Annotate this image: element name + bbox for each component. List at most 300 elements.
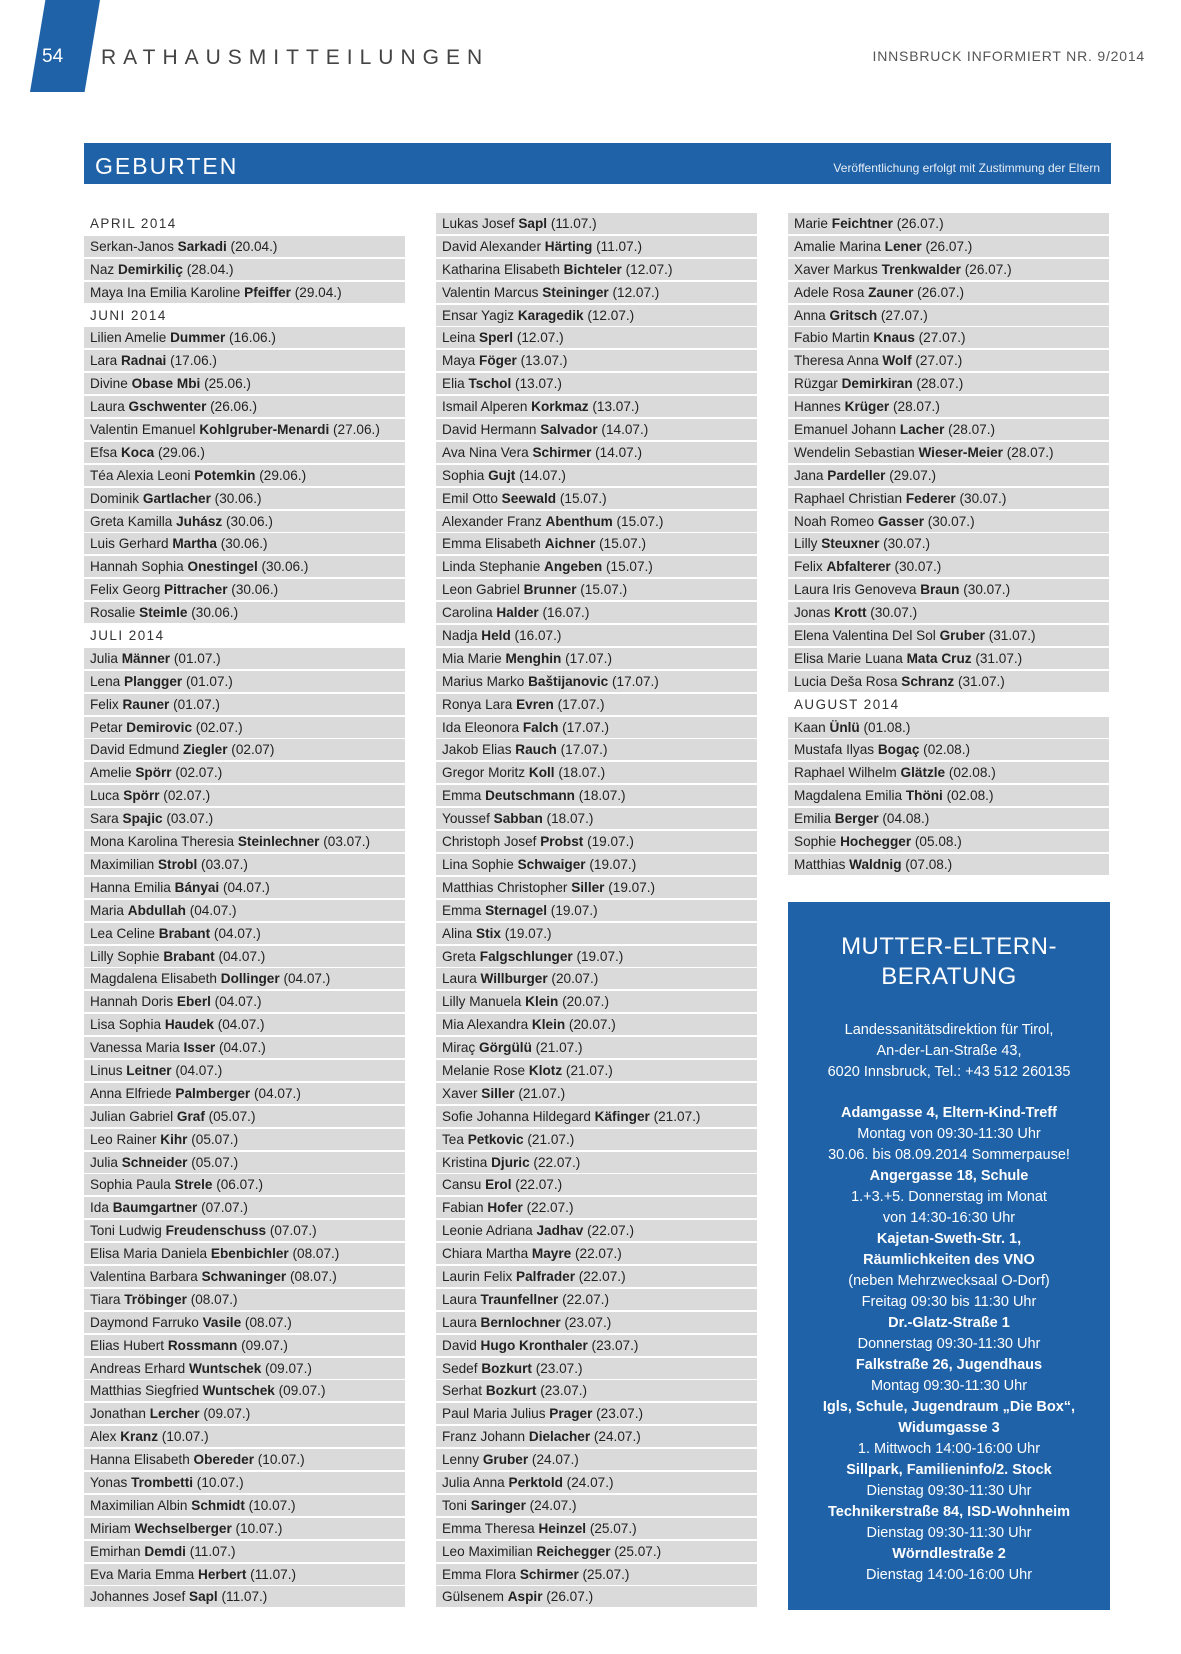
given-names: Emanuel Johann — [794, 422, 900, 438]
birth-entry — [788, 671, 1109, 692]
birth-entry — [436, 579, 757, 600]
birth-date: (04.07.) — [214, 948, 266, 964]
birth-date: (10.07.) — [254, 1452, 305, 1468]
birth-date: (25.07.) — [578, 1566, 630, 1582]
given-names: Johannes Josef — [90, 1589, 189, 1605]
birth-entry — [84, 419, 405, 440]
surname: Tröbinger — [124, 1291, 187, 1307]
page-number-tab — [30, 0, 100, 92]
given-names: Leonie Adriana — [442, 1223, 537, 1239]
birth-entry — [436, 1518, 757, 1539]
surname: Hochegger — [840, 834, 912, 850]
birth-entry — [436, 1449, 757, 1470]
births-banner — [84, 143, 1111, 184]
birth-entry — [84, 1449, 405, 1470]
birth-entry — [436, 442, 757, 463]
birth-entry — [84, 1426, 405, 1447]
surname: Sternagel — [485, 902, 548, 918]
birth-entry — [788, 625, 1109, 646]
given-names: Emil Otto — [442, 490, 502, 506]
given-names: Naz — [90, 261, 118, 277]
birth-date: (14.07.) — [515, 467, 566, 483]
surname: Wechselberger — [134, 1520, 232, 1536]
birth-date: (19.07.) — [604, 879, 656, 895]
given-names: Efsa — [90, 444, 121, 460]
birth-date: (30.06.) — [257, 559, 309, 575]
given-names: Linda Stephanie — [442, 559, 545, 575]
birth-entry — [788, 648, 1109, 669]
birth-date: (20.07.) — [547, 971, 599, 987]
surname: Ünlü — [829, 719, 860, 735]
surname: Pfeiffer — [244, 284, 291, 300]
birth-entry — [84, 442, 405, 463]
location-line: Räumlichkeiten des VNO — [863, 1252, 1035, 1268]
surname: Klein — [525, 994, 559, 1010]
surname: Siller — [481, 1085, 515, 1101]
birth-entry — [84, 968, 405, 989]
birth-date: (12.07.) — [513, 330, 564, 346]
surname: Schneider — [121, 1154, 188, 1170]
location-line: Wörndlestraße 2 — [892, 1546, 1006, 1562]
birth-entry — [436, 396, 757, 417]
birth-entry — [436, 1243, 757, 1264]
birth-date: (04.07.) — [210, 925, 261, 941]
given-names: Petar — [90, 719, 127, 735]
birth-entry — [788, 488, 1109, 509]
surname: Graf — [176, 1108, 205, 1124]
birth-entry — [84, 1037, 405, 1058]
surname: Rauch — [515, 742, 557, 758]
birth-date: (26.06.) — [206, 399, 257, 415]
birth-date: (05.07.) — [204, 1108, 256, 1124]
birth-entry — [436, 1586, 757, 1607]
birth-entry — [84, 739, 405, 760]
birth-entry — [436, 1014, 757, 1035]
given-names: Laurin Felix — [442, 1268, 517, 1284]
surname: Jadhav — [536, 1223, 584, 1239]
birth-date: (09.07.) — [199, 1406, 251, 1422]
birth-date: (14.07.) — [591, 444, 642, 460]
birth-entry — [436, 1403, 757, 1424]
given-names: Valentin Marcus — [442, 284, 543, 300]
birth-date: (17.07.) — [558, 719, 610, 735]
given-names: Rüzgar — [794, 376, 842, 392]
given-names: Miraç — [442, 1040, 480, 1056]
birth-date: (19.07.) — [500, 925, 552, 941]
birth-date: (02.07.) — [171, 765, 223, 781]
given-names: Sara — [90, 811, 123, 827]
surname: Spajic — [122, 811, 163, 827]
given-names: Theresa Anna — [794, 353, 883, 369]
surname: Saringer — [470, 1497, 526, 1513]
birth-date: (18.07.) — [542, 811, 594, 827]
given-names: Ava Nina Vera — [442, 444, 533, 460]
birth-entry — [436, 1312, 757, 1333]
birth-entry — [436, 1129, 757, 1150]
birth-date: (01.07.) — [169, 696, 220, 712]
given-names: Katharina Elisabeth — [442, 261, 564, 277]
birth-date: (22.07.) — [522, 1200, 574, 1216]
month-header: AUGUST 2014 — [794, 696, 900, 712]
birth-entry — [84, 236, 405, 257]
birth-date: (30.07.) — [866, 605, 918, 621]
birth-entry — [436, 854, 757, 875]
surname: Thöni — [905, 788, 943, 804]
birth-date: (12.07.) — [608, 284, 660, 300]
surname: Gujt — [488, 467, 516, 483]
time-line: (neben Mehrzwecksaal O-Dorf) — [848, 1273, 1050, 1289]
surname: Steininger — [542, 284, 609, 300]
surname: Bogaç — [877, 742, 920, 758]
birth-date: (04.07.) — [213, 1017, 265, 1033]
given-names: Matthias — [794, 856, 850, 872]
birth-entry — [84, 785, 405, 806]
surname: Rauner — [122, 696, 170, 712]
birth-date: (16.07.) — [510, 628, 562, 644]
surname: Potemkin — [194, 467, 256, 483]
birth-date: (23.07.) — [592, 1406, 643, 1422]
given-names: Magdalena Elisabeth — [90, 971, 221, 987]
given-names: Maximilian Albin — [90, 1497, 192, 1513]
birth-date: (05.07.) — [187, 1154, 239, 1170]
surname: Haudek — [164, 1017, 214, 1033]
surname: Reichegger — [536, 1543, 611, 1559]
birth-date: (17.06.) — [166, 353, 217, 369]
birth-date: (01.07.) — [170, 650, 221, 666]
given-names: Lara — [90, 353, 121, 369]
time-line: Dienstag 09:30-11:30 Uhr — [866, 1525, 1032, 1541]
given-names: Amelie — [90, 765, 136, 781]
surname: Korkmaz — [531, 399, 589, 415]
surname: Salvador — [540, 422, 598, 438]
birth-entry — [84, 648, 405, 669]
surname: Lacher — [899, 422, 945, 438]
birth-entry — [436, 1266, 757, 1287]
birth-date: (29.06.) — [255, 467, 307, 483]
birth-entry — [788, 282, 1109, 303]
birth-date: (20.07.) — [565, 1017, 616, 1033]
surname: Erol — [485, 1177, 512, 1193]
birth-date: (23.07.) — [536, 1383, 588, 1399]
birth-entry — [84, 991, 405, 1012]
counseling-address — [788, 1020, 1110, 1083]
time-line: Dienstag 14:00-16:00 Uhr — [865, 1567, 1033, 1583]
given-names: Felix — [90, 696, 123, 712]
birth-entry — [436, 327, 757, 348]
birth-date: (29.07.) — [885, 467, 937, 483]
time-line: Montag von 09:30-11:30 Uhr — [857, 1126, 1041, 1142]
given-names: Leon Gabriel — [442, 582, 524, 598]
surname: Bozkurt — [485, 1383, 537, 1399]
surname: Baštijanovic — [528, 673, 609, 689]
surname: Prager — [549, 1406, 593, 1422]
surname: Härting — [544, 238, 593, 254]
birth-entry — [84, 1129, 405, 1150]
surname: Sapl — [189, 1589, 218, 1605]
birth-date: (22.07.) — [571, 1246, 622, 1262]
given-names: Wendelin Sebastian — [794, 444, 919, 460]
given-names: Kristina — [442, 1154, 492, 1170]
birth-date: (23.07.) — [531, 1360, 583, 1376]
birth-date: (11.07.) — [217, 1589, 268, 1605]
surname: Siller — [571, 879, 605, 895]
surname: Strobl — [157, 856, 198, 872]
birth-entry — [788, 465, 1109, 486]
given-names: Fabio Martin — [794, 330, 874, 346]
surname: Onestingel — [187, 559, 258, 575]
birth-date: (15.07.) — [612, 513, 664, 529]
location-line: Technikerstraße 84, ISD-Wohnheim — [828, 1504, 1070, 1520]
surname: Karagedik — [517, 307, 584, 323]
birth-date: (21.07.) — [531, 1040, 583, 1056]
surname: Hofer — [487, 1200, 523, 1216]
birth-date: (07.07.) — [197, 1200, 248, 1216]
given-names: Toni — [442, 1497, 471, 1513]
given-names: Marius Marko — [442, 673, 529, 689]
given-names: David Edmund — [90, 742, 183, 758]
birth-date: (17.07.) — [561, 650, 612, 666]
birth-date: (22.07.) — [574, 1268, 626, 1284]
given-names: Hannah Sophia — [90, 559, 188, 575]
surname: Kohlgruber-Menardi — [199, 422, 330, 438]
given-names: Greta — [442, 948, 480, 964]
surname: Obase Mbi — [131, 376, 201, 392]
birth-entry — [84, 1014, 405, 1035]
surname: Kihr — [160, 1131, 188, 1147]
given-names: Emma — [442, 902, 486, 918]
birth-date: (25.07.) — [586, 1520, 637, 1536]
birth-date: (16.07.) — [538, 605, 590, 621]
surname: Leitner — [126, 1062, 172, 1078]
birth-entry — [84, 1335, 405, 1356]
given-names: Tea — [442, 1131, 468, 1147]
given-names: Raphael Christian — [794, 490, 906, 506]
birth-entry — [84, 396, 405, 417]
birth-entry — [84, 1472, 405, 1493]
surname: Abdullah — [127, 902, 186, 918]
birth-date: (24.07.) — [562, 1474, 614, 1490]
given-names: Jonas — [794, 605, 835, 621]
birth-entry — [788, 327, 1109, 348]
birth-entry — [436, 305, 757, 326]
surname: Lercher — [149, 1406, 200, 1422]
birth-date: (21.07.) — [523, 1131, 575, 1147]
surname: Mata Cruz — [906, 650, 972, 666]
surname: Sarkadi — [177, 238, 227, 254]
birth-entry — [84, 259, 405, 280]
surname: Waldnig — [849, 856, 902, 872]
surname: Plangger — [124, 673, 183, 689]
birth-date: (13.07.) — [588, 399, 640, 415]
birth-date: (07.08.) — [901, 856, 953, 872]
given-names: Lina Sophie — [442, 856, 518, 872]
time-line: Freitag 09:30 bis 11:30 Uhr — [861, 1294, 1037, 1310]
birth-date: (19.07.) — [583, 834, 634, 850]
birth-entry — [84, 350, 405, 371]
birth-date: (11.07.) — [185, 1543, 236, 1559]
birth-entry — [788, 350, 1109, 371]
given-names: Maya — [442, 353, 480, 369]
given-names: Lena — [90, 673, 125, 689]
given-names: Emma — [442, 788, 486, 804]
page-number: 54 — [42, 46, 64, 67]
birth-date: (08.07.) — [241, 1314, 292, 1330]
birth-date: (27.06.) — [329, 422, 380, 438]
given-names: Andreas Erhard — [90, 1360, 189, 1376]
birth-date: (30.07.) — [879, 536, 930, 552]
birth-entry — [436, 1335, 757, 1356]
given-names: Sophia Paula — [90, 1177, 175, 1193]
birth-date: (26.07.) — [892, 216, 944, 231]
birth-date: (08.07.) — [288, 1246, 340, 1262]
given-names: Ronya Lara — [442, 696, 517, 712]
surname: Stix — [476, 925, 501, 941]
birth-entry — [436, 236, 757, 257]
given-names: Sedef — [442, 1360, 482, 1376]
birth-entry — [436, 625, 757, 646]
birth-entry — [436, 648, 757, 669]
given-names: Miriam — [90, 1520, 135, 1536]
given-names: Vanessa Maria — [90, 1040, 184, 1056]
given-names: Serkan-Janos — [90, 238, 178, 254]
birth-date: (03.07.) — [319, 834, 371, 850]
birth-date: (02.07.) — [192, 719, 243, 735]
birth-entry — [436, 1152, 757, 1173]
birth-date: (04.07.) — [215, 1040, 266, 1056]
birth-date: (12.07.) — [621, 261, 673, 277]
birth-date: (09.07.) — [261, 1360, 312, 1376]
birth-date: (24.07.) — [525, 1497, 577, 1513]
given-names: Yonas — [90, 1474, 132, 1490]
birth-date: (04.07.) — [279, 971, 331, 987]
surname: Brunner — [523, 582, 577, 598]
birth-entry — [84, 1564, 405, 1585]
given-names: Lea Celine — [90, 925, 159, 941]
surname: Demirovic — [126, 719, 193, 735]
birth-entry — [84, 327, 405, 348]
surname: Abenthum — [545, 513, 613, 529]
given-names: Laura — [442, 1291, 481, 1307]
birth-entry — [788, 717, 1109, 738]
birth-entry — [788, 556, 1109, 577]
given-names: Alexander Franz — [442, 513, 546, 529]
given-names: Hanna Elisabeth — [90, 1452, 194, 1468]
surname: Koll — [528, 765, 555, 781]
birth-date: (11.07.) — [547, 216, 597, 231]
surname: Dollinger — [220, 971, 280, 987]
given-names: Luis Gerhard — [90, 536, 173, 552]
given-names: David — [442, 1337, 481, 1353]
birth-entry — [788, 236, 1109, 257]
surname: Glätzle — [900, 765, 946, 781]
given-names: Mustafa Ilyas — [794, 742, 878, 758]
birth-date: (07.07.) — [266, 1223, 317, 1239]
birth-date: (17.07.) — [553, 696, 605, 712]
time-line: Donnerstag 09:30-11:30 Uhr — [857, 1336, 1041, 1352]
surname: Brabant — [158, 925, 211, 941]
birth-entry — [84, 808, 405, 829]
birth-entry — [436, 1495, 757, 1516]
given-names: Gülsenem — [442, 1589, 508, 1605]
counseling-title-line-1: MUTTER-ELTERN- — [841, 933, 1057, 960]
birth-entry — [436, 808, 757, 829]
surname: Perktold — [508, 1474, 563, 1490]
surname: Schranz — [901, 673, 955, 689]
birth-date: (30.07.) — [890, 559, 942, 575]
given-names: Elisa Maria Daniela — [90, 1246, 211, 1262]
given-names: Valentin Emanuel — [90, 422, 200, 438]
birth-date: (06.07.) — [212, 1177, 264, 1193]
birth-date: (27.07.) — [911, 353, 963, 369]
surname: Baumgartner — [112, 1200, 198, 1216]
birth-entry — [788, 533, 1109, 554]
birth-entry — [436, 717, 757, 738]
surname: Gasser — [877, 513, 924, 529]
birth-date: (30.06.) — [216, 536, 268, 552]
surname: Evren — [516, 696, 554, 712]
counseling-title — [788, 932, 1110, 992]
birth-entry — [84, 923, 405, 944]
surname: Freudenschuss — [165, 1223, 267, 1239]
birth-entry — [436, 762, 757, 783]
birth-date: (10.07.) — [231, 1520, 283, 1536]
birth-date: (04.07.) — [219, 879, 270, 895]
surname: Schirmer — [532, 444, 592, 460]
surname: Gartlacher — [142, 490, 211, 506]
surname: Bozkurt — [481, 1360, 532, 1376]
given-names: David Hermann — [442, 422, 541, 438]
birth-date: (30.06.) — [227, 582, 279, 598]
section-title: RATHAUSMITTEILUNGEN — [101, 46, 490, 69]
birth-entry — [84, 694, 405, 715]
surname: Isser — [183, 1040, 216, 1056]
given-names: Felix — [794, 559, 827, 575]
birth-entry — [84, 1312, 405, 1333]
birth-date: (10.07.) — [244, 1497, 296, 1513]
surname: Falgschlunger — [479, 948, 573, 964]
given-names: Youssef — [442, 811, 494, 827]
birth-entry — [84, 831, 405, 852]
birth-entry — [436, 1197, 757, 1218]
surname: Bányai — [174, 879, 220, 895]
location-line: Angergasse 18, Schule — [869, 1168, 1029, 1184]
surname: Krott — [834, 605, 867, 621]
birth-date: (16.06.) — [225, 330, 276, 346]
birth-date: (31.07.) — [984, 628, 1036, 644]
surname: Seewald — [501, 490, 557, 506]
birth-entry — [788, 419, 1109, 440]
given-names: Maximilian — [90, 856, 158, 872]
given-names: Nadja — [442, 628, 482, 644]
surname: Steuxner — [821, 536, 880, 552]
birth-entry — [84, 282, 405, 303]
birth-date: (04.07.) — [250, 1085, 301, 1101]
surname: Demirkiliç — [117, 261, 183, 277]
birth-date: (19.07.) — [585, 856, 637, 872]
birth-entry — [84, 1106, 405, 1127]
births-column-2 — [436, 213, 757, 1609]
consent-note: Veröffentlichung erfolgt mit Zustimmung der Eltern — [833, 161, 1100, 175]
given-names: Lenny — [442, 1452, 483, 1468]
birth-entry — [436, 694, 757, 715]
surname: Schmidt — [191, 1497, 245, 1513]
surname: Knaus — [873, 330, 915, 346]
birth-entry — [84, 556, 405, 577]
birth-date: (25.06.) — [200, 376, 251, 392]
given-names: Lukas Josef — [442, 216, 519, 231]
given-names: Lisa Sophia — [90, 1017, 165, 1033]
given-names: Luca — [90, 788, 124, 804]
